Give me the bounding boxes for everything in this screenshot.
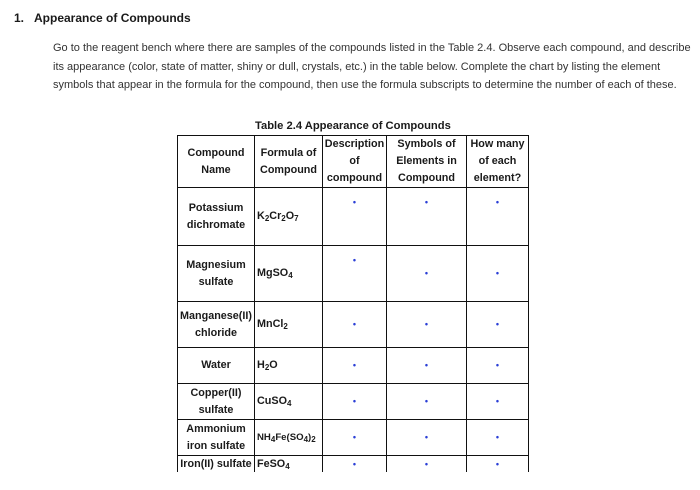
blank-entry-marker: • [352, 459, 357, 469]
description-cell[interactable] [323, 348, 387, 384]
table-caption: Table 2.4 Appearance of Compounds [255, 120, 451, 132]
count-cell[interactable] [467, 348, 529, 384]
table-row [178, 384, 529, 420]
count-cell[interactable] [467, 456, 529, 474]
table-row [178, 456, 529, 474]
blank-entry-marker: • [352, 432, 357, 442]
table-row [178, 302, 529, 348]
count-cell[interactable] [467, 384, 529, 420]
table-row [178, 420, 529, 456]
blank-entry-marker: • [424, 432, 429, 442]
blank-entry-marker: • [352, 197, 357, 207]
count-cell[interactable] [467, 188, 529, 246]
formula-cell: $K_2Cr_2O_7$ [255, 188, 323, 246]
section-number: 1. [14, 11, 25, 25]
header-description: Description of compound [323, 136, 387, 188]
blank-entry-marker: • [424, 268, 429, 278]
header-compound-name: Compound Name [178, 136, 255, 188]
formula-cell: $H_2O$ [255, 348, 323, 384]
compound-name-cell: Ammonium iron sulfate [178, 420, 255, 456]
blank-entry-marker: • [352, 255, 357, 265]
blank-entry-marker: • [495, 319, 500, 329]
description-cell[interactable] [323, 246, 387, 302]
blank-entry-marker: • [495, 268, 500, 278]
compound-name-cell: Water [178, 348, 255, 384]
formula-cell: $NH_4Fe(SO_4)_2$ [255, 420, 323, 456]
compound-name-cell: Iron(II) sulfate [178, 456, 255, 474]
table-row [178, 348, 529, 384]
description-cell[interactable] [323, 456, 387, 474]
table-row [178, 188, 529, 246]
formula-cell: CuSO$_4$ [255, 384, 323, 420]
count-cell[interactable] [467, 420, 529, 456]
symbols-cell[interactable] [387, 348, 467, 384]
compounds-table [177, 135, 529, 474]
blank-entry-marker: • [424, 360, 429, 370]
table-header-row [178, 136, 529, 188]
section-title: Appearance of Compounds [34, 11, 191, 25]
blank-entry-marker: • [352, 319, 357, 329]
section-heading [14, 11, 191, 25]
blank-entry-marker: • [495, 396, 500, 406]
blank-entry-marker: • [495, 197, 500, 207]
compound-name-cell: Magnesium sulfate [178, 246, 255, 302]
header-element-count: How many of each element? [467, 136, 529, 188]
symbols-cell[interactable] [387, 246, 467, 302]
compound-name-cell: Copper(II) sulfate [178, 384, 255, 420]
blank-entry-marker: • [424, 197, 429, 207]
compound-name-cell: Potassium dichromate [178, 188, 255, 246]
symbols-cell[interactable] [387, 384, 467, 420]
formula-cell: MgSO$_4$ [255, 246, 323, 302]
table-row [178, 246, 529, 302]
table-body [178, 188, 529, 474]
symbols-cell[interactable] [387, 302, 467, 348]
count-cell[interactable] [467, 302, 529, 348]
blank-entry-marker: • [495, 459, 500, 469]
header-element-symbols: Symbols of Elements in Compound [387, 136, 467, 188]
formula-cell: FeSO$_4$ [255, 456, 323, 474]
page-bottom [0, 472, 700, 490]
blank-entry-marker: • [352, 360, 357, 370]
symbols-cell[interactable] [387, 456, 467, 474]
blank-entry-marker: • [352, 396, 357, 406]
formula-cell: MnCl$_2$ [255, 302, 323, 348]
blank-entry-marker: • [495, 432, 500, 442]
description-cell[interactable] [323, 420, 387, 456]
blank-entry-marker: • [424, 459, 429, 469]
description-cell[interactable] [323, 302, 387, 348]
blank-entry-marker: • [424, 396, 429, 406]
blank-entry-marker: • [495, 360, 500, 370]
symbols-cell[interactable] [387, 188, 467, 246]
description-cell[interactable] [323, 384, 387, 420]
count-cell[interactable] [467, 246, 529, 302]
symbols-cell[interactable] [387, 420, 467, 456]
compound-name-cell: Manganese(II) chloride [178, 302, 255, 348]
instructions-paragraph: Go to the reagent bench where there are samples of the compounds listed in the Table 2.4. Observe each compound, and describe its appearance (color, state of matter, shiny or dull, crystals, etc.) in the table below. Complete the chart by listing the element symbols that appear in the formula for the compound, then use the formula subscripts to determine the number of each of these. [53, 42, 691, 91]
description-cell[interactable] [323, 188, 387, 246]
blank-entry-marker: • [424, 319, 429, 329]
header-formula: Formula of Compound [255, 136, 323, 188]
